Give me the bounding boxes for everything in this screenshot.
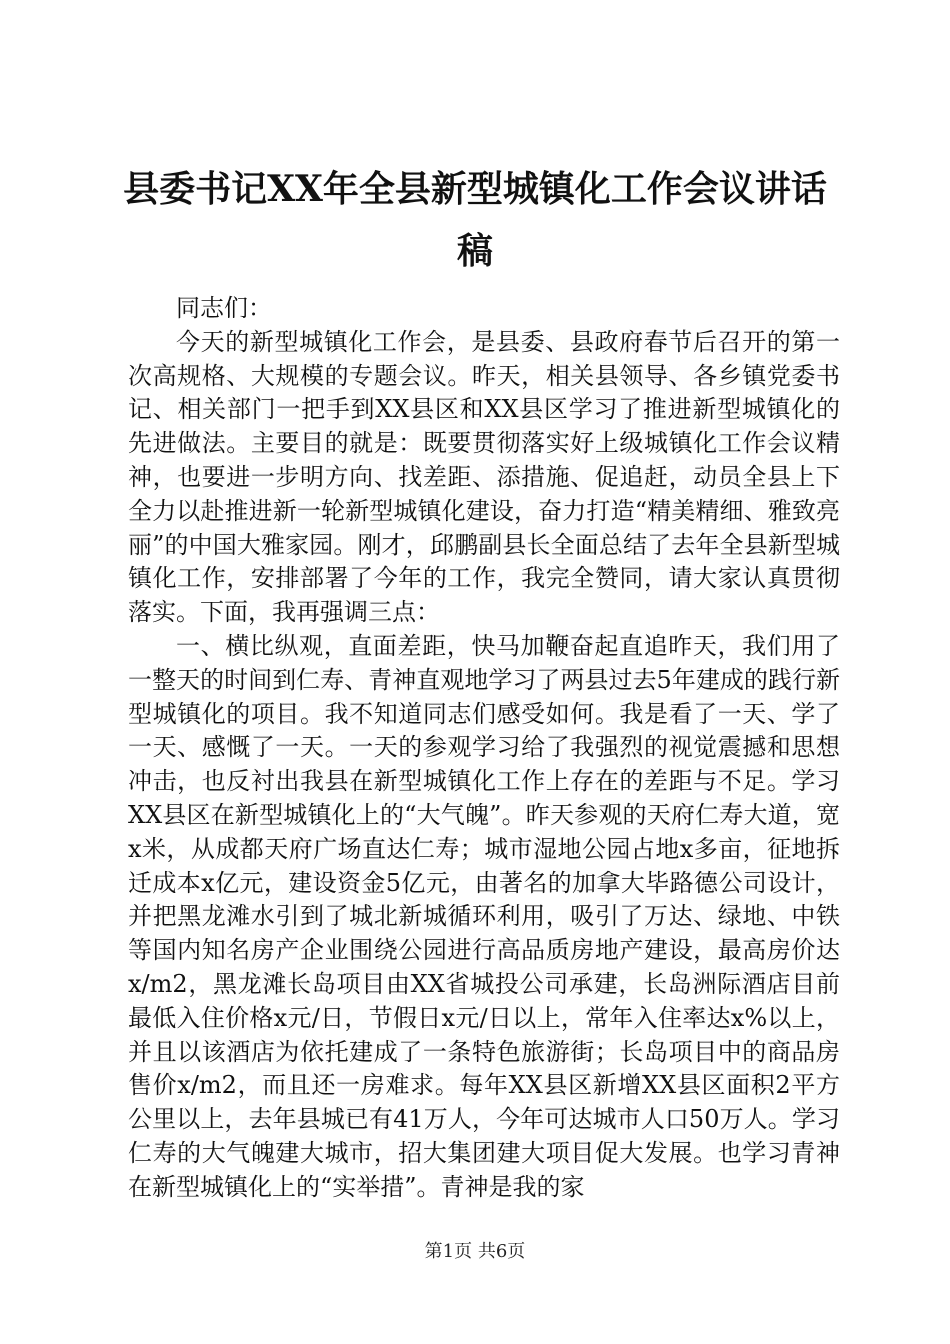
body-paragraph-1: 今天的新型城镇化工作会，是县委、县政府春节后召开的第一次高规格、大规模的专题会议。昨天，相关县领导、各乡镇党委书记、相关部门一把手到XX县区和XX县区学习了推进新型城镇化的先进做法。主要目的就是：既要贯彻落实好上级城镇化工作会议精神，也要进一步明方向、找差距、添措施、促追赶，动员全县上下全力以赴推进新一轮新型城镇化建设，奋力打造“精美精细、雅致亮丽”的中国大雅家园。刚才，邱鹏副县长全面总结了去年全县新型城镇化工作，安排部署了今年的工作，我完全赞同，请大家认真贯彻落实。下面，我再强调三点： <box>128 327 840 627</box>
salutation-paragraph: 同志们： <box>176 294 272 322</box>
page-number-footer: 第1页 共6页 <box>424 1241 526 1262</box>
body-paragraph-2: 一、横比纵观，直面差距，快马加鞭奋起直追昨天，我们用了一整天的时间到仁寿、青神直观地学习了两县过去5年建成的践行新型城镇化的项目。我不知道同志们感受如何。我是看了一天、学了一天、感慨了一天。一天的参观学习给了我强烈的视觉震撼和思想冲击，也反衬出我县在新型城镇化工作上存在的差距与不足。学习XX县区在新型城镇化上的“大气魄”。昨天参观的天府仁寿大道，宽x米，从成都天府广场直达仁寿；城市湿地公园占地x多亩，征地拆迁成本x亿元，建设资金5亿元，由著名的加拿大毕路德公司设计，并把黑龙滩水引到了城北新城循环利用，吸引了万达、绿地、中铁等国内知名房产企业围绕公园进行高品质房地产建设，最高房价达x/m2，黑龙滩长岛项目由XX省城投公司承建，长岛洲际酒店目前最低入住价格x元/日，节假日x元/日以上，常年入住率达x%以上，并且以该酒店为依托建成了一条特色旅游街；长岛项目中的商品房售价x/m2，而且还一房难求。每年XX县区新增XX县区面积2平方公里以上，去年县城已有41万人，今年可达城市人口50万人。学习仁寿的大气魄建大城市，招大集团建大项目促大发展。也学习青神在新型城镇化上的“实举措”。青神是我的家 <box>128 631 840 1201</box>
document-body <box>128 292 840 1205</box>
document-title: 县委书记XX年全县新型城镇化工作会议讲话稿 <box>123 168 827 272</box>
